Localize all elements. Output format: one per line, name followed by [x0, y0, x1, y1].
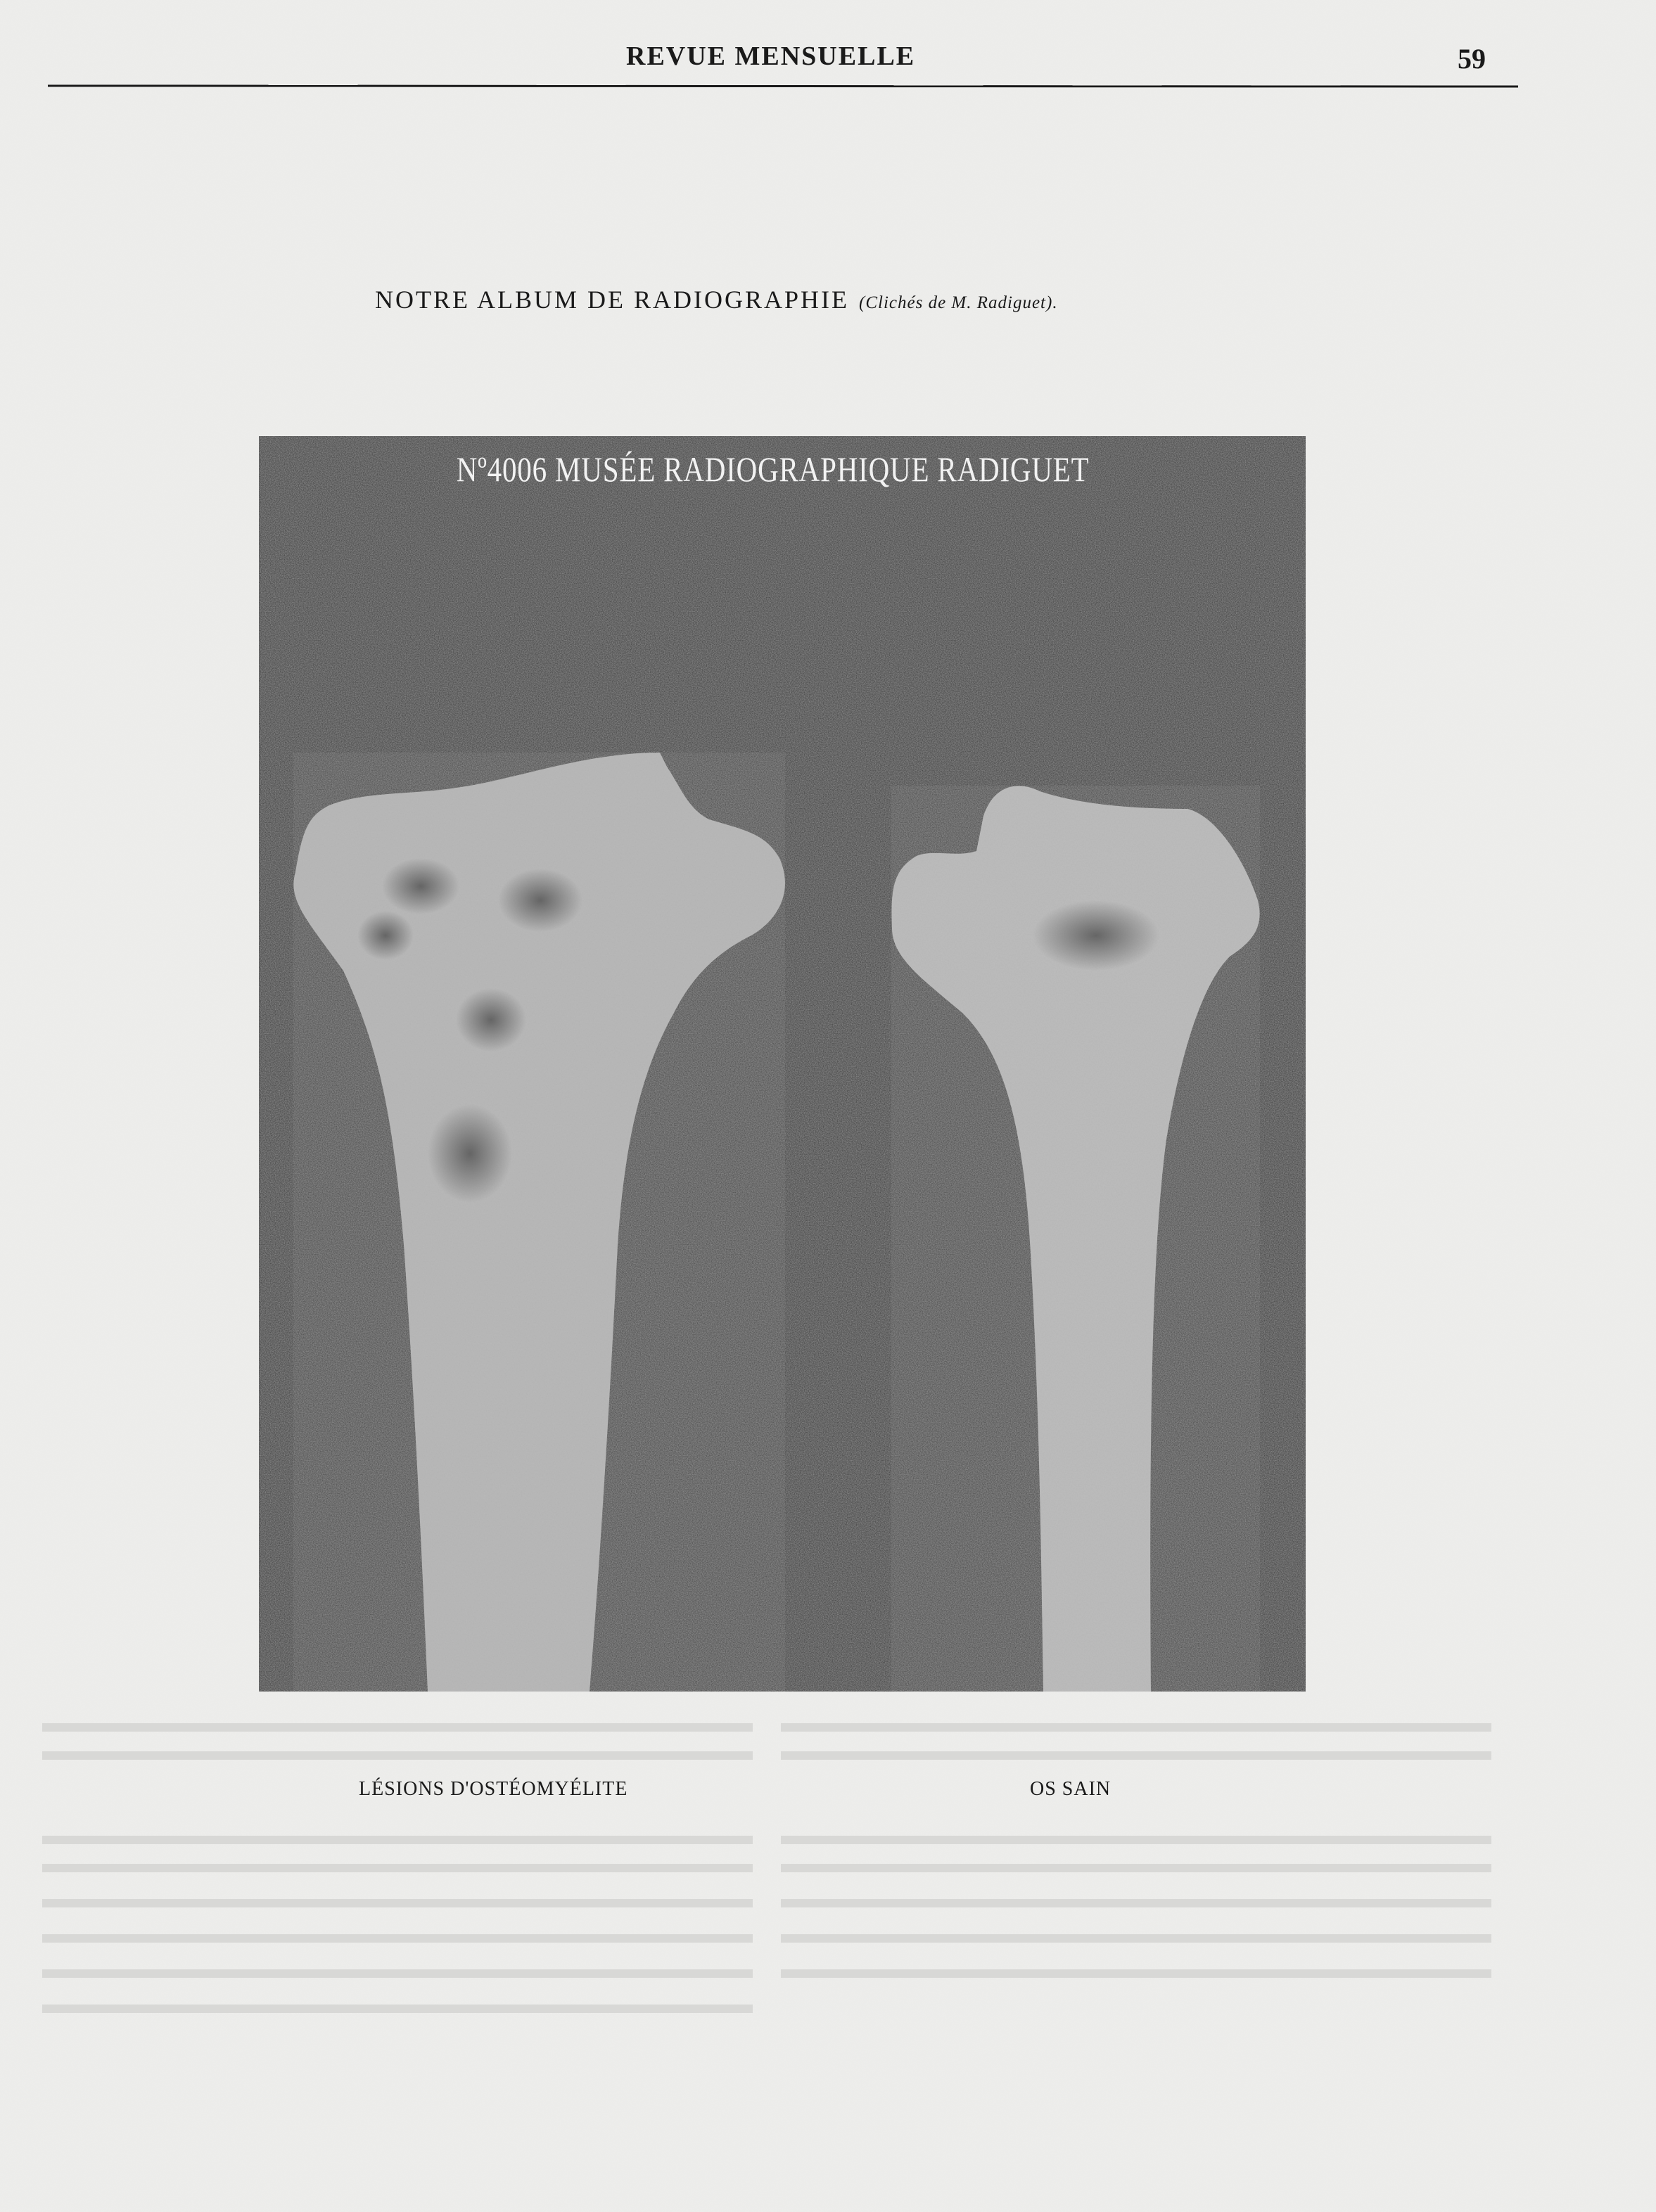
- running-head: [0, 41, 1656, 76]
- right-caption: OS SAIN: [1030, 1778, 1112, 1800]
- album-heading: [375, 285, 1058, 314]
- radiograph-plate: [259, 436, 1306, 1692]
- album-title: NOTRE ALBUM DE RADIOGRAPHIE: [375, 286, 849, 314]
- left-caption: LÉSIONS D'OSTÉOMYÉLITE: [359, 1778, 628, 1800]
- page-number: 59: [1458, 43, 1486, 75]
- plate-label: Nº4006 MUSÉE RADIOGRAPHIQUE RADIGUET: [456, 449, 1090, 489]
- radiograph-image: [259, 436, 1306, 1692]
- album-credit: (Clichés de M. Radiguet).: [859, 293, 1058, 312]
- running-title: REVUE MENSUELLE: [626, 41, 916, 71]
